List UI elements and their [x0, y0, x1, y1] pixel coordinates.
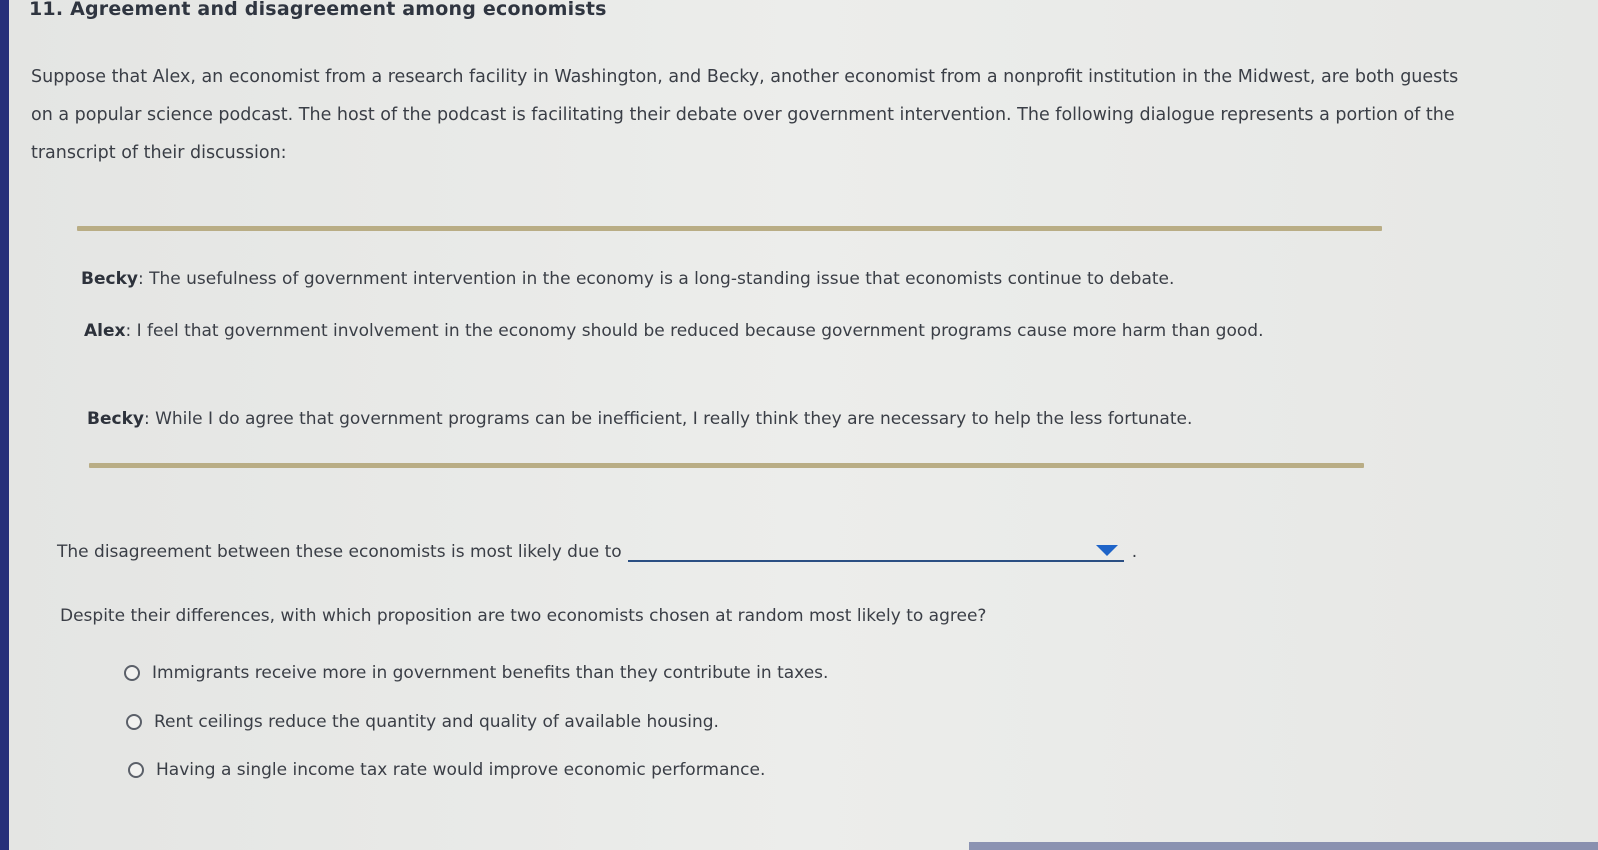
dialogue-line	[84, 314, 1314, 348]
answer-option[interactable]	[128, 760, 765, 780]
question-page	[9, 0, 1598, 850]
answer-option-label: Rent ceilings reduce the quantity and quality of available housing.	[154, 712, 719, 732]
dialogue-line	[87, 402, 1317, 436]
dialogue-bottom-divider	[89, 463, 1364, 468]
dialogue-text: I feel that government involvement in the economy should be reduced because government programs cause more harm than good.	[136, 321, 1264, 341]
speaker-name: Becky	[81, 269, 138, 289]
speaker-colon: :	[125, 321, 137, 341]
radio-button[interactable]	[126, 714, 142, 730]
question-intro: Suppose that Alex, an economist from a research facility in Washington, and Becky, another economist from a nonprofit institution in the Midwest, are both guests on a popular science podcast. The host of the podcast is facilitating their debate over government intervention. The following dialogue represents a portion of the transcript of their discussion:	[31, 67, 1459, 163]
window-left-edge	[0, 0, 9, 850]
answer-option[interactable]	[126, 712, 719, 732]
speaker-colon: :	[143, 409, 156, 429]
dialogue-text: While I do agree that government programs can be inefficient, I really think they are necessary to help the less fortunate.	[155, 409, 1193, 429]
dialogue-line	[81, 262, 1311, 296]
speaker-name: Becky	[87, 409, 144, 429]
agreement-question-prompt: Despite their differences, with which proposition are two economists chosen at random most likely to agree?	[60, 606, 987, 626]
disagreement-prompt: The disagreement between these economists is most likely due to	[57, 542, 622, 562]
dialogue-top-divider	[77, 226, 1382, 231]
question-title: 11. Agreement and disagreement among economists	[29, 0, 607, 20]
answer-option-label: Having a single income tax rate would improve economic performance.	[156, 760, 766, 780]
answer-option[interactable]	[124, 663, 828, 683]
radio-button[interactable]	[128, 762, 144, 778]
caret-down-icon[interactable]	[1096, 545, 1118, 556]
bottom-edge-strip	[969, 842, 1598, 850]
speaker-colon: :	[137, 269, 150, 289]
sentence-period: .	[1131, 542, 1138, 562]
speaker-name: Alex	[84, 321, 126, 341]
disagreement-dropdown[interactable]	[628, 538, 1124, 562]
radio-button[interactable]	[124, 665, 140, 681]
answer-option-label: Immigrants receive more in government benefits than they contribute in taxes.	[152, 663, 829, 683]
disagreement-question	[57, 538, 1137, 562]
dialogue-text: The usefulness of government intervention in the economy is a long-standing issue that economists continue to debate.	[149, 269, 1175, 289]
